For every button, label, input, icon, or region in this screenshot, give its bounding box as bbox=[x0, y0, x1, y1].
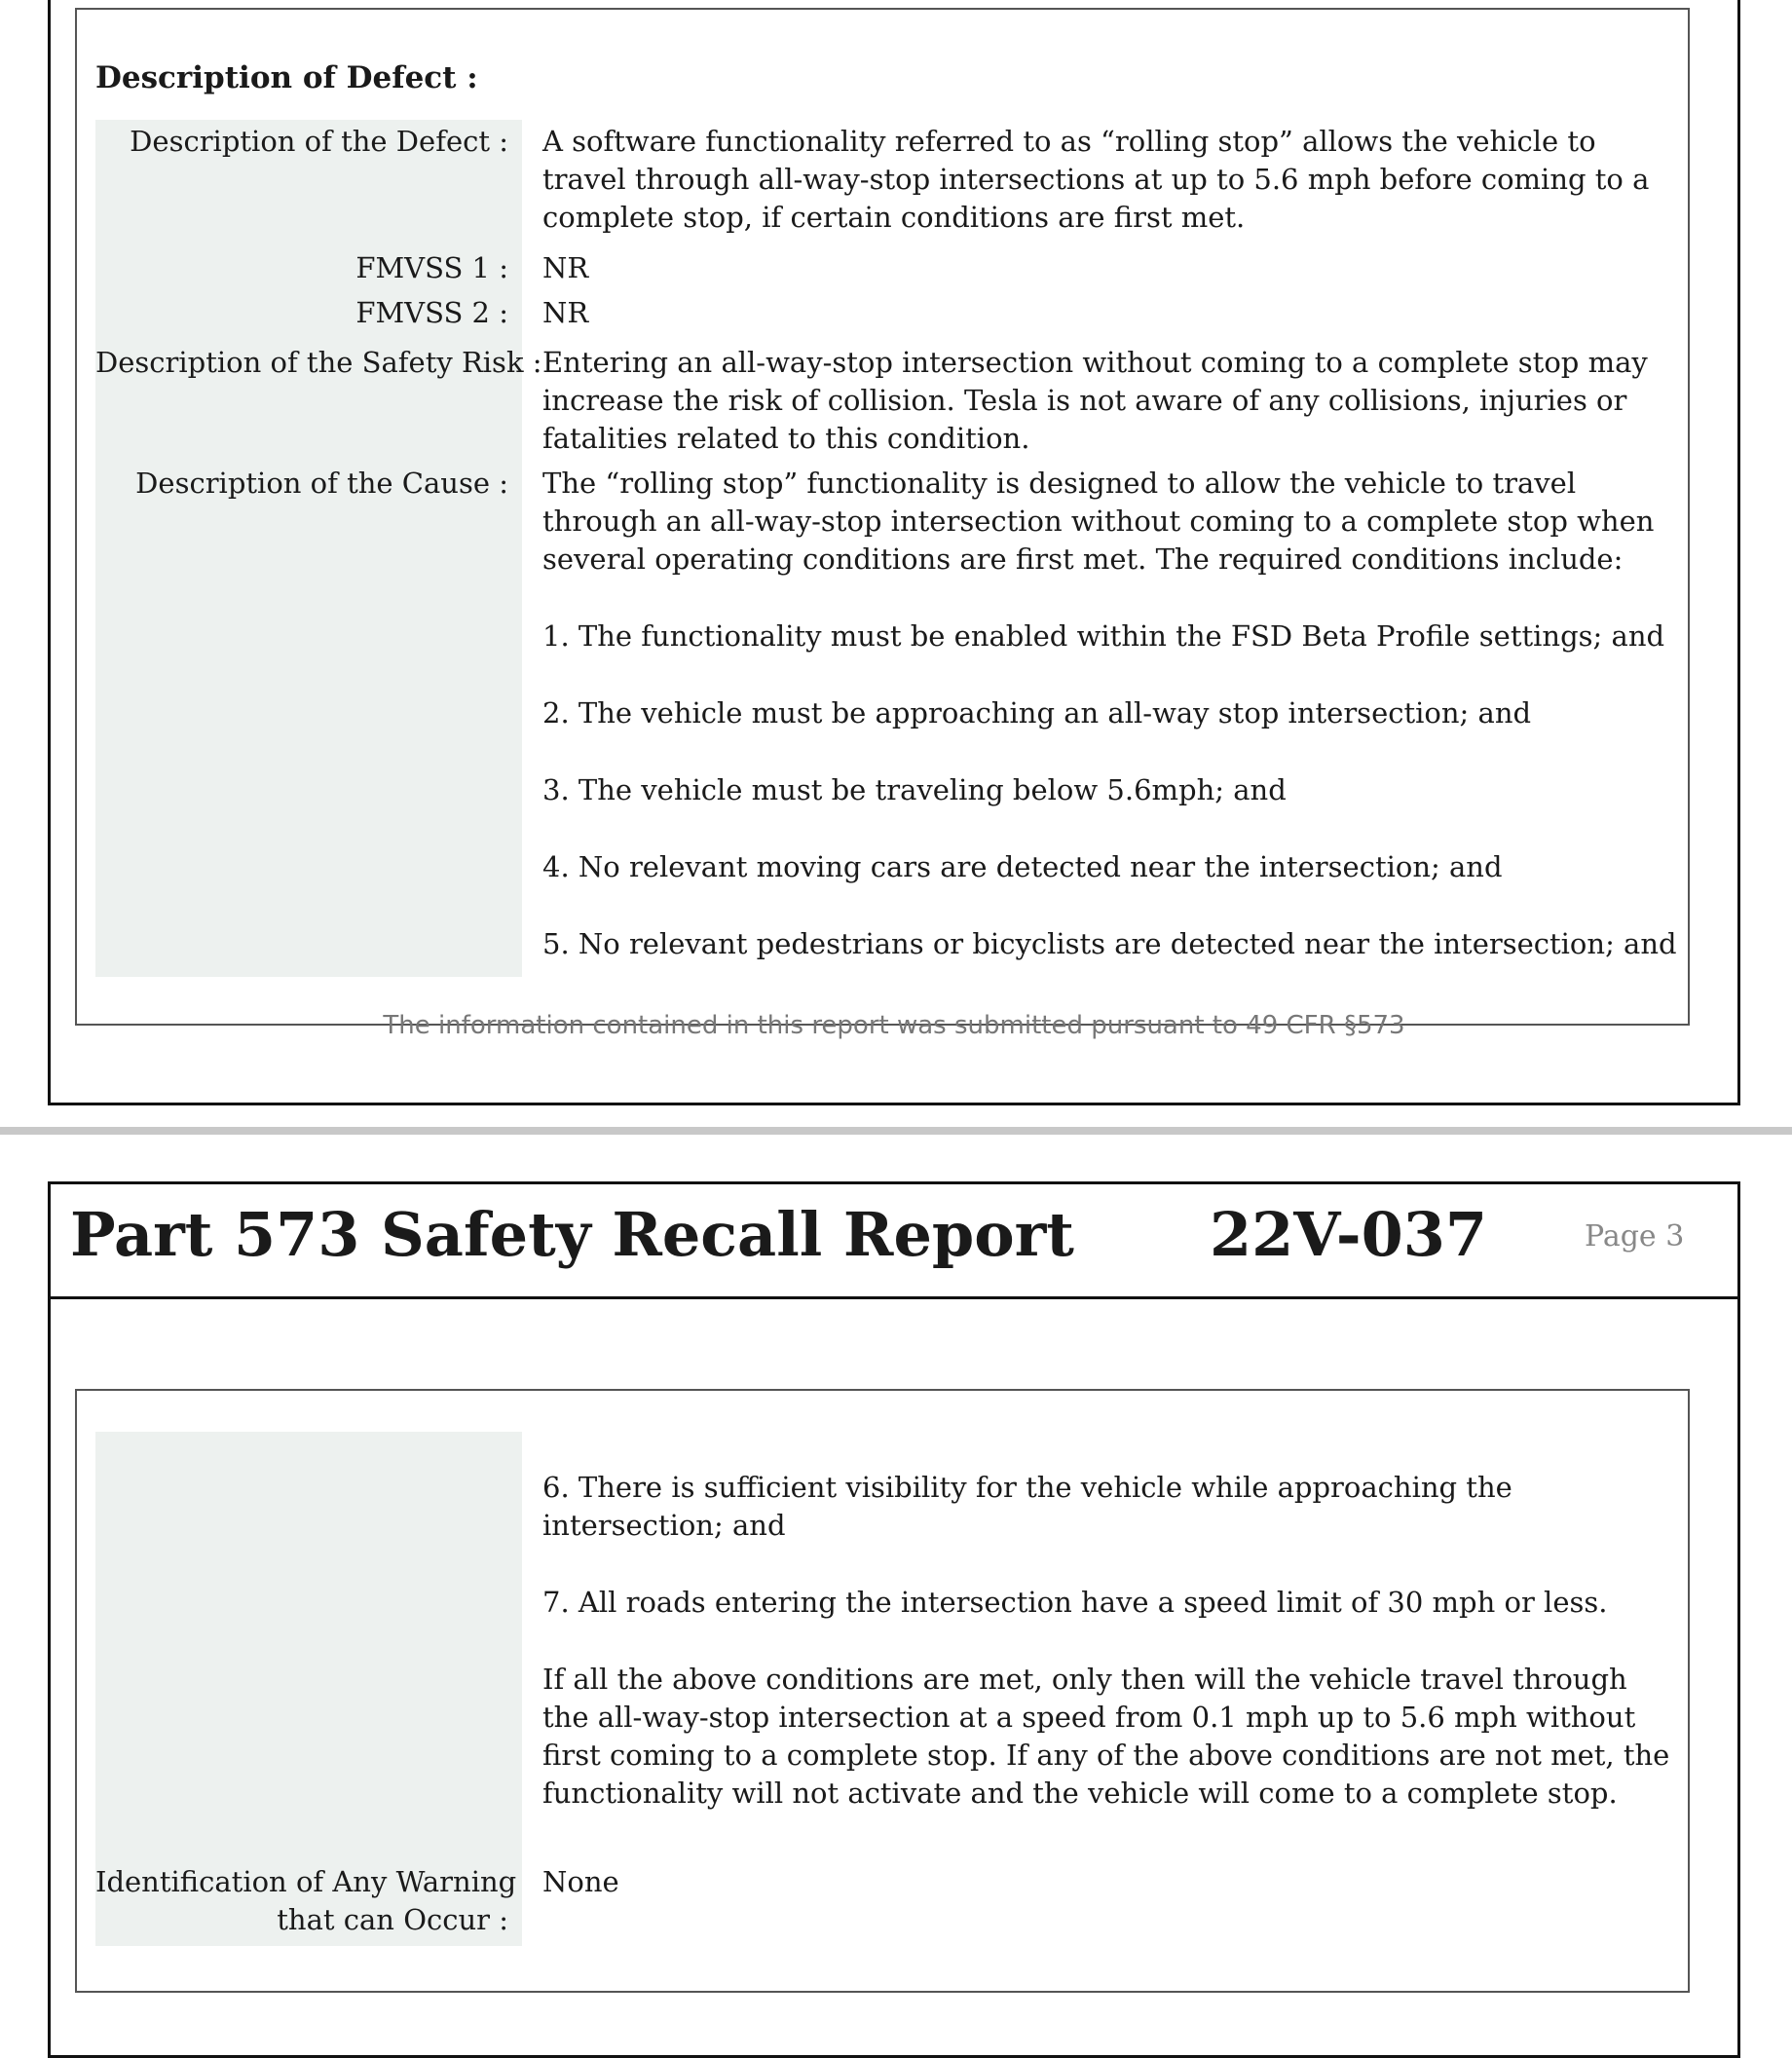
footer-note: The information contained in this report was submitted pursuant to 49 CFR §573 bbox=[383, 1011, 1405, 1040]
page-divider bbox=[0, 1127, 1792, 1135]
condition-item: 7. All roads entering the intersection have a speed limit of 30 mph or less. bbox=[542, 1586, 1608, 1619]
label-column-background bbox=[95, 120, 542, 977]
value-paragraph: Entering an all-way-stop intersection without coming to a complete stop may increase the risk of collision. Tesla is not aware of any collisions, injuries or fatalities related to this condition. bbox=[542, 346, 1648, 455]
defect-section bbox=[75, 8, 1690, 1026]
condition-item: 4. No relevant moving cars are detected near the intersection; and bbox=[542, 850, 1503, 883]
field-label: FMVSS 2 : bbox=[355, 296, 508, 329]
value-paragraph: NR bbox=[542, 251, 589, 284]
condition-item: 1. The functionality must be enabled within the FSD Beta Profile settings; and bbox=[542, 619, 1665, 653]
defect-section-continued bbox=[75, 1389, 1690, 1993]
report-header bbox=[51, 1184, 1737, 1299]
field-value bbox=[542, 465, 1677, 963]
value-paragraph: The “rolling stop” functionality is designed to allow the vehicle to travel through an all-way-stop intersection without coming to a complete stop when several operating conditions are first met. The required conditions include: bbox=[542, 467, 1655, 576]
condition-item: 5. No relevant pedestrians or bicyclists are detected near the intersection; and bbox=[542, 927, 1677, 960]
field-value bbox=[542, 344, 1677, 458]
field-value bbox=[542, 294, 1677, 332]
field-label-line: Identification of Any Warning bbox=[95, 1865, 517, 1898]
field-value bbox=[542, 1863, 1677, 1901]
report-page-2 bbox=[48, 0, 1740, 1105]
field-value bbox=[542, 123, 1677, 237]
value-paragraph: None bbox=[542, 1865, 619, 1898]
condition-item: 2. The vehicle must be approaching an all-way stop intersection; and bbox=[542, 696, 1532, 730]
field-value bbox=[542, 249, 1677, 287]
value-paragraph: If all the above conditions are met, only then will the vehicle travel through the all-way-stop intersection at a speed from 0.1 mph up to 5.6 mph without first coming to a complete stop. If any of the above conditions are not met, the functionality will not activate and the vehicle will come to a complete stop. bbox=[542, 1663, 1670, 1810]
section-title: Description of Defect : bbox=[95, 60, 478, 95]
page-number: Page 3 bbox=[1585, 1219, 1685, 1254]
field-label: Description of the Defect : bbox=[130, 125, 508, 158]
condition-item: 3. The vehicle must be traveling below 5.6mph; and bbox=[542, 773, 1287, 806]
report-page-3 bbox=[48, 1181, 1740, 2058]
field-label: FMVSS 1 : bbox=[355, 251, 508, 284]
field-label bbox=[95, 1863, 517, 1939]
report-title: Part 573 Safety Recall Report bbox=[70, 1199, 1074, 1270]
field-label: Description of the Safety Risk : bbox=[95, 346, 542, 379]
condition-item: 6. There is sufficient visibility for the vehicle while approaching the intersection; and bbox=[542, 1471, 1512, 1542]
field-label: Description of the Cause : bbox=[135, 467, 508, 500]
field-value bbox=[542, 1469, 1677, 1813]
value-paragraph: A software functionality referred to as “rolling stop” allows the vehicle to travel through all-way-stop intersections at up to 5.6 mph before coming to a complete stop, if certain conditions are first met. bbox=[542, 125, 1650, 234]
field-label-line: that can Occur : bbox=[277, 1903, 508, 1936]
recall-number: 22V-037 bbox=[1210, 1199, 1488, 1270]
value-paragraph: NR bbox=[542, 296, 589, 329]
